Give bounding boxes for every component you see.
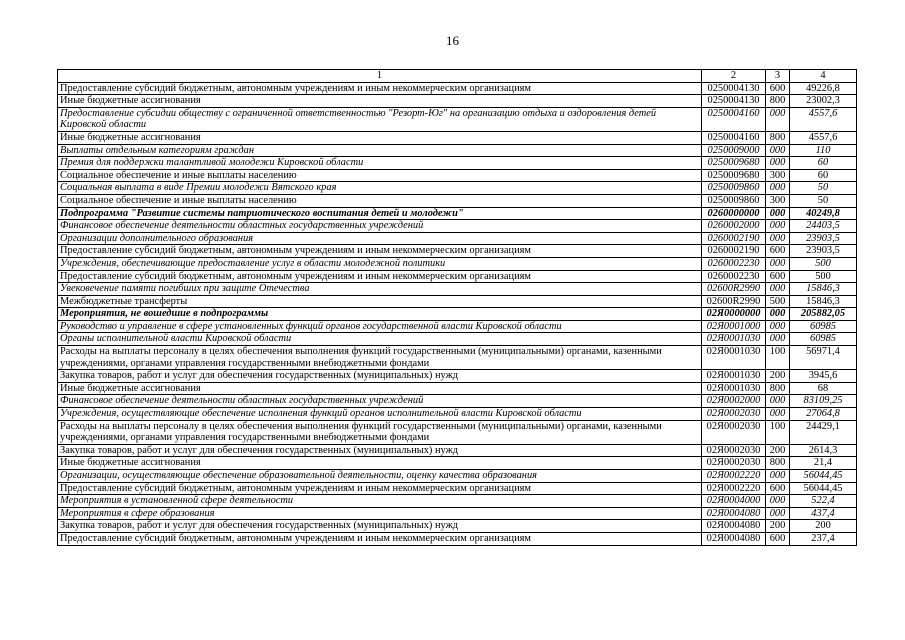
row-code-cell: 0260002230 xyxy=(702,270,766,283)
row-code-cell: 02Я0002030 xyxy=(702,444,766,457)
header-col-3: 3 xyxy=(766,70,790,83)
row-code-cell: 0250004160 xyxy=(702,131,766,144)
row-name-cell: Увековечение памяти погибших при защите Отечества xyxy=(58,283,702,296)
row-name-cell: Закупка товаров, работ и услуг для обеспечения государственных (муниципальных) нужд xyxy=(58,444,702,457)
header-row xyxy=(58,70,857,83)
row-type-cell: 500 xyxy=(766,295,790,308)
row-type-cell: 000 xyxy=(766,207,790,220)
table-row xyxy=(58,495,857,508)
row-code-cell: 02Я0002030 xyxy=(702,408,766,421)
row-type-cell: 000 xyxy=(766,157,790,170)
row-code-cell: 02Я0001030 xyxy=(702,382,766,395)
table-row xyxy=(58,320,857,333)
table-row xyxy=(58,308,857,321)
row-sum-cell: 56971,4 xyxy=(790,346,857,370)
row-sum-cell: 24429,1 xyxy=(790,420,857,444)
row-code-cell: 0250009680 xyxy=(702,157,766,170)
row-type-cell: 600 xyxy=(766,532,790,545)
table-row xyxy=(58,470,857,483)
table-row xyxy=(58,346,857,370)
row-code-cell: 02Я0001000 xyxy=(702,320,766,333)
row-code-cell: 0260000000 xyxy=(702,207,766,220)
row-sum-cell: 56044,45 xyxy=(790,482,857,495)
row-name-cell: Организации дополнительного образования xyxy=(58,232,702,245)
row-type-cell: 000 xyxy=(766,107,790,131)
table-row xyxy=(58,482,857,495)
table-row xyxy=(58,169,857,182)
row-type-cell: 800 xyxy=(766,457,790,470)
table-row xyxy=(58,333,857,346)
row-code-cell: 0260002000 xyxy=(702,220,766,233)
table-row xyxy=(58,257,857,270)
row-code-cell: 02Я0004080 xyxy=(702,507,766,520)
row-sum-cell: 60985 xyxy=(790,333,857,346)
row-name-cell: Расходы на выплаты персоналу в целях обеспечения выполнения функций государственными (муниципальными) органами, казенными учреждениями, органами управления государственными внебюджетными фондами xyxy=(58,346,702,370)
table-row xyxy=(58,107,857,131)
table-row xyxy=(58,220,857,233)
row-type-cell: 100 xyxy=(766,420,790,444)
row-name-cell: Предоставление субсидий бюджетным, автономным учреждениям и иным некоммерческим организациям xyxy=(58,532,702,545)
row-type-cell: 000 xyxy=(766,232,790,245)
row-sum-cell: 40249,8 xyxy=(790,207,857,220)
row-type-cell: 000 xyxy=(766,182,790,195)
row-sum-cell: 60 xyxy=(790,169,857,182)
table-row xyxy=(58,157,857,170)
row-type-cell: 000 xyxy=(766,308,790,321)
row-code-cell: 02Я0002030 xyxy=(702,457,766,470)
row-name-cell: Выплаты отдельным категориям граждан xyxy=(58,144,702,157)
table-row xyxy=(58,245,857,258)
row-type-cell: 200 xyxy=(766,520,790,533)
row-name-cell: Мероприятия, не вошедшие в подпрограммы xyxy=(58,308,702,321)
row-sum-cell: 237,4 xyxy=(790,532,857,545)
row-name-cell: Иные бюджетные ассигнования xyxy=(58,382,702,395)
row-code-cell: 0250004160 xyxy=(702,107,766,131)
row-code-cell: 0250009860 xyxy=(702,182,766,195)
row-name-cell: Предоставление субсидий бюджетным, автономным учреждениям и иным некоммерческим организациям xyxy=(58,245,702,258)
row-code-cell: 02600R2990 xyxy=(702,295,766,308)
row-sum-cell: 23903,5 xyxy=(790,245,857,258)
table-row xyxy=(58,82,857,95)
row-type-cell: 000 xyxy=(766,144,790,157)
table-row xyxy=(58,194,857,207)
row-sum-cell: 27064,8 xyxy=(790,408,857,421)
row-code-cell: 0250004130 xyxy=(702,82,766,95)
row-sum-cell: 205882,05 xyxy=(790,308,857,321)
row-name-cell: Иные бюджетные ассигнования xyxy=(58,95,702,108)
table-row xyxy=(58,395,857,408)
row-type-cell: 000 xyxy=(766,395,790,408)
row-code-cell: 02Я0004080 xyxy=(702,532,766,545)
row-name-cell: Закупка товаров, работ и услуг для обеспечения государственных (муниципальных) нужд xyxy=(58,370,702,383)
row-name-cell: Мероприятия в сфере образования xyxy=(58,507,702,520)
table-row xyxy=(58,144,857,157)
row-sum-cell: 50 xyxy=(790,194,857,207)
row-code-cell: 02Я0002030 xyxy=(702,420,766,444)
header-col-4: 4 xyxy=(790,70,857,83)
row-code-cell: 02Я0002220 xyxy=(702,482,766,495)
table-row xyxy=(58,444,857,457)
row-type-cell: 200 xyxy=(766,370,790,383)
table-row xyxy=(58,370,857,383)
row-type-cell: 000 xyxy=(766,283,790,296)
row-code-cell: 02Я0004000 xyxy=(702,495,766,508)
table-row xyxy=(58,457,857,470)
row-name-cell: Учреждения, осуществляющие обеспечение исполнения функций органов исполнительной власти Кировской области xyxy=(58,408,702,421)
row-name-cell: Закупка товаров, работ и услуг для обеспечения государственных (муниципальных) нужд xyxy=(58,520,702,533)
table-row xyxy=(58,182,857,195)
row-code-cell: 02Я0002000 xyxy=(702,395,766,408)
row-name-cell: Социальное обеспечение и иные выплаты населению xyxy=(58,169,702,182)
row-code-cell: 0260002190 xyxy=(702,245,766,258)
table-row xyxy=(58,207,857,220)
row-sum-cell: 21,4 xyxy=(790,457,857,470)
row-type-cell: 800 xyxy=(766,95,790,108)
row-name-cell: Расходы на выплаты персоналу в целях обеспечения выполнения функций государственными (муниципальными) органами, казенными учреждениями, органами управления государственными внебюджетными фондами xyxy=(58,420,702,444)
row-code-cell: 02Я0004080 xyxy=(702,520,766,533)
row-type-cell: 300 xyxy=(766,194,790,207)
row-sum-cell: 56044,45 xyxy=(790,470,857,483)
row-sum-cell: 68 xyxy=(790,382,857,395)
row-type-cell: 600 xyxy=(766,270,790,283)
row-sum-cell: 437,4 xyxy=(790,507,857,520)
table-row xyxy=(58,420,857,444)
row-sum-cell: 49226,8 xyxy=(790,82,857,95)
row-type-cell: 000 xyxy=(766,470,790,483)
row-type-cell: 000 xyxy=(766,220,790,233)
row-name-cell: Иные бюджетные ассигнования xyxy=(58,457,702,470)
row-code-cell: 0250009860 xyxy=(702,194,766,207)
row-code-cell: 0250009000 xyxy=(702,144,766,157)
row-code-cell: 02600R2990 xyxy=(702,283,766,296)
row-code-cell: 02Я0002220 xyxy=(702,470,766,483)
table-row xyxy=(58,232,857,245)
row-code-cell: 0260002230 xyxy=(702,257,766,270)
table-row xyxy=(58,270,857,283)
row-type-cell: 000 xyxy=(766,507,790,520)
row-sum-cell: 3945,6 xyxy=(790,370,857,383)
row-type-cell: 000 xyxy=(766,257,790,270)
row-name-cell: Подпрограмма "Развитие системы патриотического воспитания детей и молодежи" xyxy=(58,207,702,220)
row-sum-cell: 2614,3 xyxy=(790,444,857,457)
row-name-cell: Финансовое обеспечение деятельности областных государственных учреждений xyxy=(58,220,702,233)
row-sum-cell: 200 xyxy=(790,520,857,533)
row-name-cell: Социальное обеспечение и иные выплаты населению xyxy=(58,194,702,207)
row-type-cell: 200 xyxy=(766,444,790,457)
row-sum-cell: 24403,5 xyxy=(790,220,857,233)
table-row xyxy=(58,520,857,533)
header-col-1: 1 xyxy=(58,70,702,83)
row-type-cell: 000 xyxy=(766,408,790,421)
header-col-2: 2 xyxy=(702,70,766,83)
row-name-cell: Предоставление субсидии обществу с ограниченной ответственностью "Резорт-Юг" на организацию отдыха и оздоровления детей Кировской области xyxy=(58,107,702,131)
row-sum-cell: 60985 xyxy=(790,320,857,333)
table-body xyxy=(58,70,857,546)
row-sum-cell: 23903,5 xyxy=(790,232,857,245)
row-code-cell: 02Я0001030 xyxy=(702,333,766,346)
row-name-cell: Предоставление субсидий бюджетным, автономным учреждениям и иным некоммерческим организациям xyxy=(58,82,702,95)
row-type-cell: 000 xyxy=(766,333,790,346)
row-sum-cell: 15846,3 xyxy=(790,295,857,308)
page-number: 16 xyxy=(446,33,459,48)
row-code-cell: 02Я0001030 xyxy=(702,370,766,383)
row-name-cell: Премия для поддержки талантливой молодежи Кировской области xyxy=(58,157,702,170)
table-row xyxy=(58,95,857,108)
row-name-cell: Мероприятия в установленной сфере деятельности xyxy=(58,495,702,508)
row-name-cell: Органы исполнительной власти Кировской области xyxy=(58,333,702,346)
row-type-cell: 600 xyxy=(766,482,790,495)
row-sum-cell: 50 xyxy=(790,182,857,195)
row-type-cell: 600 xyxy=(766,245,790,258)
row-name-cell: Предоставление субсидий бюджетным, автономным учреждениям и иным некоммерческим организациям xyxy=(58,482,702,495)
row-code-cell: 0250004130 xyxy=(702,95,766,108)
table-row xyxy=(58,507,857,520)
row-sum-cell: 4557,6 xyxy=(790,131,857,144)
table-row xyxy=(58,408,857,421)
row-type-cell: 100 xyxy=(766,346,790,370)
table-row xyxy=(58,382,857,395)
row-type-cell: 300 xyxy=(766,169,790,182)
row-sum-cell: 83109,25 xyxy=(790,395,857,408)
row-code-cell: 0260002190 xyxy=(702,232,766,245)
row-name-cell: Организации, осуществляющие обеспечение образовательной деятельности, оценку качества образования xyxy=(58,470,702,483)
row-name-cell: Социальная выплата в виде Премии молодежи Вятского края xyxy=(58,182,702,195)
row-name-cell: Руководство и управление в сфере установленных функций органов государственной власти Кировской области xyxy=(58,320,702,333)
row-type-cell: 000 xyxy=(766,320,790,333)
row-type-cell: 800 xyxy=(766,131,790,144)
row-name-cell: Иные бюджетные ассигнования xyxy=(58,131,702,144)
row-name-cell: Предоставление субсидий бюджетным, автономным учреждениям и иным некоммерческим организациям xyxy=(58,270,702,283)
row-sum-cell: 4557,6 xyxy=(790,107,857,131)
table-row xyxy=(58,532,857,545)
row-sum-cell: 23002,3 xyxy=(790,95,857,108)
row-type-cell: 800 xyxy=(766,382,790,395)
table-row xyxy=(58,283,857,296)
table-row xyxy=(58,131,857,144)
row-code-cell: 02Я0000000 xyxy=(702,308,766,321)
row-sum-cell: 500 xyxy=(790,257,857,270)
row-name-cell: Финансовое обеспечение деятельности областных государственных учреждений xyxy=(58,395,702,408)
row-sum-cell: 110 xyxy=(790,144,857,157)
row-type-cell: 000 xyxy=(766,495,790,508)
row-code-cell: 02Я0001030 xyxy=(702,346,766,370)
row-sum-cell: 522,4 xyxy=(790,495,857,508)
table-row xyxy=(58,295,857,308)
row-sum-cell: 500 xyxy=(790,270,857,283)
row-sum-cell: 60 xyxy=(790,157,857,170)
row-sum-cell: 15846,3 xyxy=(790,283,857,296)
row-type-cell: 600 xyxy=(766,82,790,95)
row-name-cell: Учреждения, обеспечивающие предоставление услуг в области молодежной политики xyxy=(58,257,702,270)
row-name-cell: Межбюджетные трансферты xyxy=(58,295,702,308)
budget-table xyxy=(57,69,857,546)
row-code-cell: 0250009680 xyxy=(702,169,766,182)
